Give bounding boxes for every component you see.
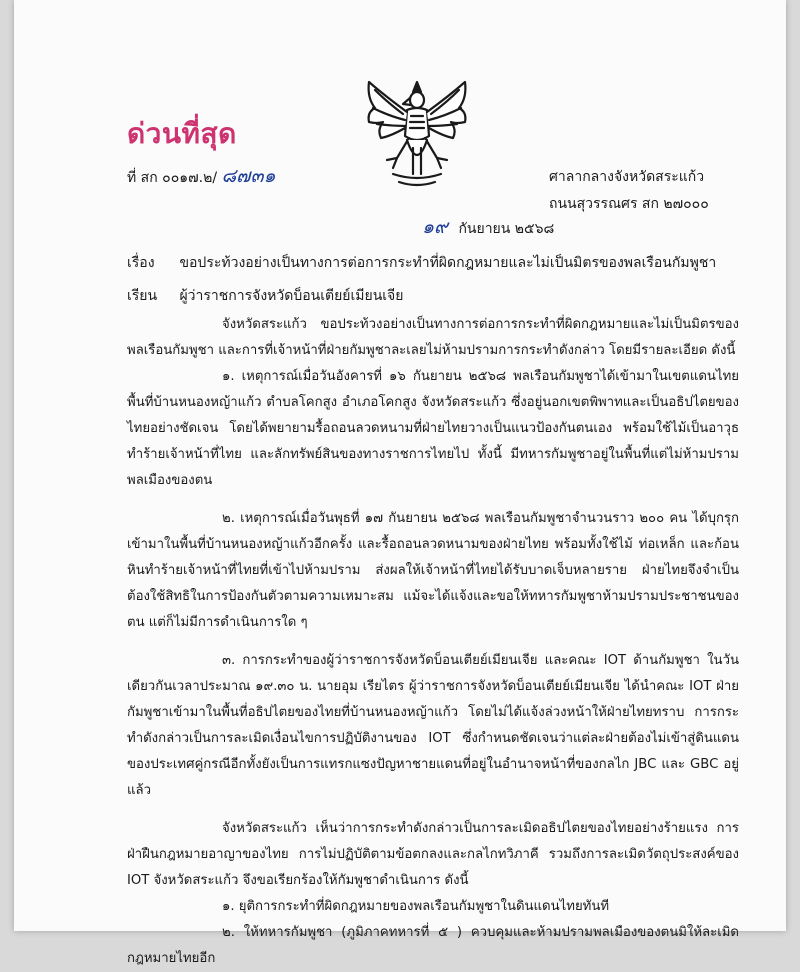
urgency-stamp: ด่วนที่สุด	[127, 117, 237, 150]
subject-line	[127, 252, 716, 274]
recipient-label: เรียน	[127, 288, 158, 304]
date-day-handwritten: ๑๙	[422, 216, 448, 238]
reference-number	[127, 161, 276, 191]
intro-paragraph: จังหวัดสระแก้ว ขอประท้วงอย่างเป็นทางการต่อการกระทำที่ผิดกฎหมายและไม่เป็นมิตรของพลเรือนกัมพูชา และการที่เจ้าหน้าที่ฝ่ายกัมพูชาละเลยไม่ห้ามปรามการกระทำดังกล่าว โดยมีรายละเอียด ดังนี้	[127, 317, 739, 358]
point-2-paragraph: ๒. เหตุการณ์เมื่อวันพุธที่ ๑๗ กันยายน ๒๕๖๘ พลเรือนกัมพูชาจำนวนราว ๒๐๐ คน ได้บุกรุกเข้ามาในพื้นที่บ้านหนองหญ้าแก้วอีกครั้ง และรื้อถอนลวดหนามของฝ่ายไทย พร้อมทั้งใช้ไม้ ท่อเหล็ก และก้อนหินทำร้ายเจ้าหน้าที่ไทยที่เข้าไปห้ามปราม ส่งผลให้เจ้าหน้าที่ไทยได้รับบาดเจ็บหลายราย ฝ่ายไทยจึงจำเป็นต้องใช้สิทธิในการป้องกันตัวตามความเหมาะสม แม้จะได้แจ้งและขอให้ทหารกัมพูชาห้ามปรามประชาชนของตน แต่ก็ไม่มีการดำเนินการใด ๆ	[127, 511, 739, 630]
office-name: ศาลากลางจังหวัดสระแก้ว	[549, 169, 705, 185]
letter-date	[422, 212, 554, 242]
letter-body	[127, 312, 739, 972]
office-street: ถนนสุวรรณศร สก ๒๗๐๐๐	[549, 196, 709, 212]
point-3-paragraph: ๓. การกระทำของผู้ว่าราชการจังหวัดบ็อนเตียย์เมียนเจีย และคณะ IOT ด้านกัมพูชา ในวันเดียวกันเวลาประมาณ ๑๙.๓๐ น. นายอุม เรียไตร ผู้ว่าราชการจังหวัดบ็อนเตียย์เมียนเจีย ได้นำคณะ IOT ฝ่าย กัมพูชาเข้ามาในพื้นที่อธิปไตยของไทยที่บ้านหนองหญ้าแก้ว โดยไม่ได้แจ้งล่วงหน้าให้ฝ่ายไทยทราบ การกระทำดังกล่าวเป็นการละเมิดเงื่อนไขการปฏิบัติงานของ IOT ซึ่งกำหนดชัดเจนว่าแต่ละฝ่ายต้องไม่เข้าสู่ดินแดนของประเทศคู่กรณีอีกทั้งยังเป็นการแทรกแซงปัญหาชายแดนที่อยู่ในอำนาจหน้าที่ของกลไก JBC และ GBC อยู่แล้ว	[127, 653, 739, 798]
subject-text: ขอประท้วงอย่างเป็นทางการต่อการกระทำที่ผิดกฎหมายและไม่เป็นมิตรของพลเรือนกัมพูชา	[179, 255, 717, 271]
sender-address	[549, 164, 709, 218]
point-1-paragraph: ๑. เหตุการณ์เมื่อวันอังคารที่ ๑๖ กันยายน ๒๕๖๘ พลเรือนกัมพูชาได้เข้ามาในเขตแดนไทยพื้นที่บ้านหนองหญ้าแก้ว ตำบลโคกสูง อำเภอโคกสูง จังหวัดสระแก้ว ซึ่งอยู่นอกเขตพิพาทและเป็นอธิปไตยของไทยอย่างชัดเจน โดยได้พยายามรื้อถอนลวดหนามที่ฝ่ายไทยวางเป็นแนวป้องกันตนเอง พร้อมใช้ไม้เป็นอาวุธทำร้ายเจ้าหน้าที่ไทย และลักทรัพย์สินของทางราชการไทยไป ทั้งนี้ มีทหารกัมพูชาอยู่ในพื้นที่แต่ไม่ห้ามปรามพลเมืองของตน	[127, 369, 739, 488]
reference-prefix: ที่ สก ๐๐๑๗.๒/	[127, 170, 218, 186]
recipient-text: ผู้ว่าราชการจังหวัดบ็อนเตียย์เมียนเจีย	[179, 288, 404, 304]
reference-handwritten-number: ๘๗๓๑	[221, 165, 276, 187]
demand-2-paragraph: ๒. ให้ทหารกัมพูชา (ภูมิภาคทหารที่ ๕ ) ควบคุมและห้ามปรามพลเมืองของตนมิให้ละเมิดกฎหมายไทยอีก	[127, 925, 739, 966]
subject-label: เรื่อง	[127, 255, 155, 271]
date-month-year: กันยายน ๒๕๖๘	[458, 221, 555, 237]
recipient-line	[127, 285, 403, 307]
demand-1-paragraph: ๑. ยุติการกระทำที่ผิดกฎหมายของพลเรือนกัมพูชาในดินแดนไทยทันที	[222, 899, 610, 914]
conclusion-paragraph: จังหวัดสระแก้ว เห็นว่าการกระทำดังกล่าวเป็นการละเมิดอธิปไตยของไทยอย่างร้ายแรง การฝ่าฝืนกฎหมายอาญาของไทย การไม่ปฏิบัติตามข้อตกลงและกลไกทวิภาคี รวมถึงการละเมิดวัตถุประสงค์ของ IOT จังหวัดสระแก้ว จึงขอเรียกร้องให้กัมพูชาดำเนินการ ดังนี้	[127, 821, 739, 888]
garuda-emblem-icon	[363, 78, 471, 190]
letter-page	[14, 0, 786, 966]
